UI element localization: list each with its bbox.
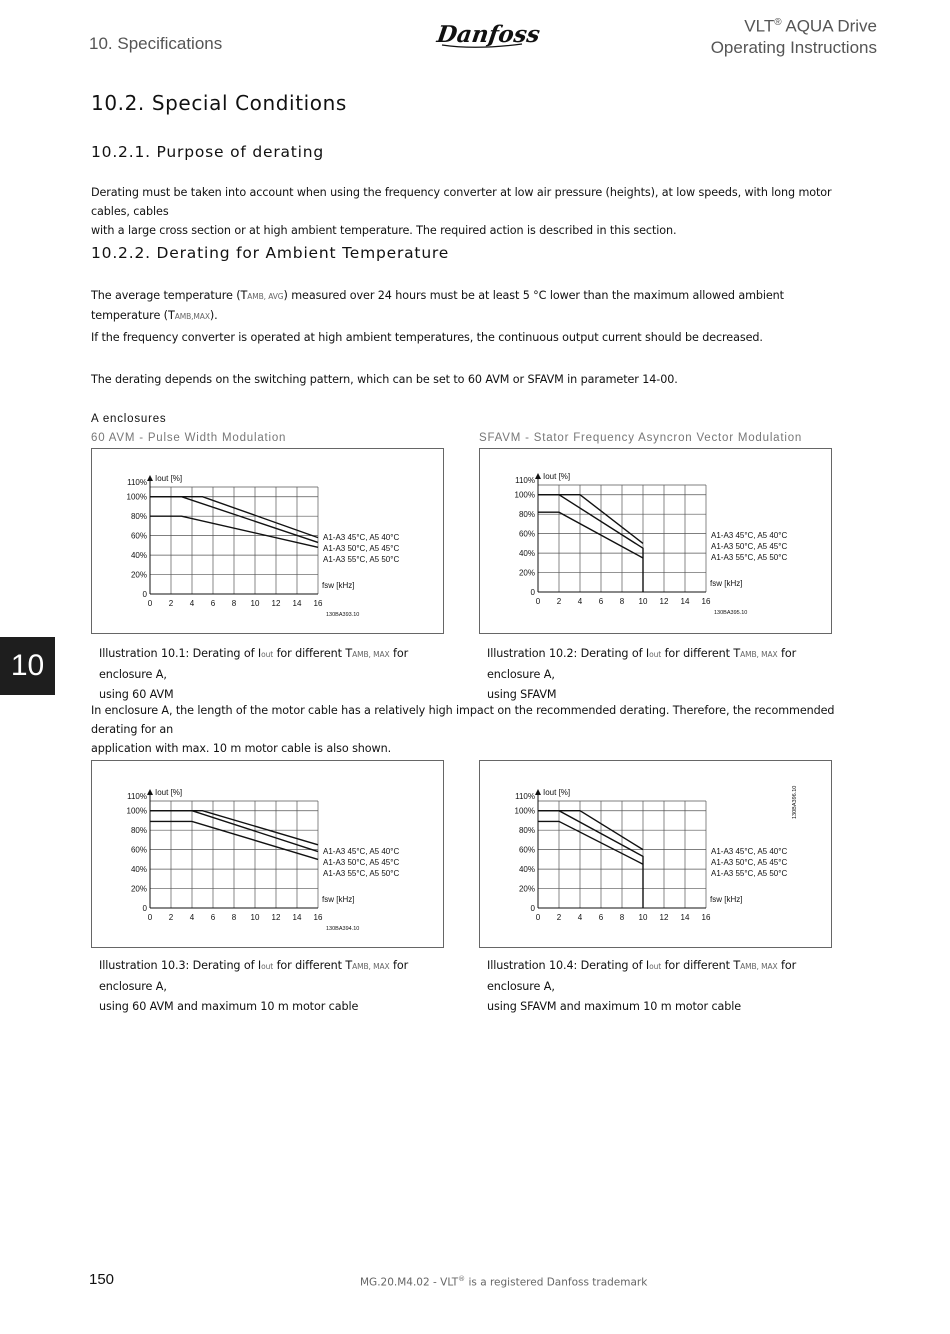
- caption-text: for enclosure A,: [487, 647, 797, 681]
- x-tick-label: 6: [210, 913, 216, 922]
- caption-text: for different T: [661, 959, 741, 972]
- caption-sub: out: [261, 962, 274, 971]
- x-tick-label: 8: [619, 597, 625, 606]
- y-axis-label: Iout [%]: [155, 474, 183, 483]
- page-number: 150: [89, 1271, 115, 1288]
- y-tick-label: 40%: [518, 865, 535, 875]
- chart-illustration-10-2: [479, 448, 832, 634]
- figure-code: 130BA394.10: [326, 926, 360, 932]
- caption-sub: AMB, MAX: [352, 962, 390, 971]
- x-tick-label: 6: [210, 599, 216, 608]
- y-tick-label: 100%: [126, 492, 147, 502]
- right-column-heading: SFAVM - Stator Frequency Asyncron Vector Modulation: [479, 432, 803, 444]
- x-tick-label: 10: [250, 913, 260, 922]
- legend-entry: A1-A3 45°C, A5 40°C: [711, 531, 788, 540]
- enclosures-label: A enclosures: [91, 413, 167, 425]
- caption-sub: AMB, MAX: [740, 962, 778, 971]
- x-axis-label: fsw [kHz]: [322, 895, 355, 904]
- footer-note: [360, 1275, 647, 1289]
- x-tick-label: 14: [292, 913, 302, 922]
- x-axis-label: fsw [kHz]: [710, 895, 743, 904]
- y-tick-label: 60%: [518, 845, 535, 855]
- doc-type: Operating Instructions: [710, 37, 877, 57]
- chart-illustration-10-3: [91, 760, 444, 948]
- y-tick-label: 40%: [518, 549, 535, 559]
- y-tick-label: 110%: [127, 478, 147, 487]
- x-axis-label: fsw [kHz]: [322, 581, 355, 590]
- caption-text: for different T: [273, 959, 353, 972]
- caption-10-3: [99, 956, 449, 1017]
- p1-text-c: ).: [209, 309, 218, 322]
- svg-text:Danfoss: Danfoss: [435, 21, 542, 48]
- chart-illustration-10-1: [91, 448, 444, 634]
- x-tick-label: 10: [638, 913, 648, 922]
- x-tick-label: 16: [313, 599, 323, 608]
- ambient-paragraph-1: [91, 286, 851, 326]
- subsection-title-purpose: 10.2.1. Purpose of derating: [91, 143, 325, 161]
- x-tick-label: 2: [168, 913, 174, 922]
- caption-text: Illustration 10.4: Derating of I: [487, 959, 650, 972]
- caption-sub: out: [649, 962, 662, 971]
- y-tick-label: 20%: [130, 884, 147, 894]
- x-tick-label: 14: [292, 599, 302, 608]
- y-axis-arrow: [535, 473, 541, 479]
- caption-line-2: using SFAVM: [487, 688, 557, 701]
- footer-note-a: MG.20.M4.02 - VLT: [360, 1276, 459, 1289]
- legend-entry: A1-A3 50°C, A5 45°C: [323, 544, 400, 553]
- y-tick-label: 60%: [130, 845, 147, 855]
- motor-cable-line-2: application with max. 10 m motor cable is also shown.: [91, 742, 392, 755]
- legend-entry: A1-A3 50°C, A5 45°C: [711, 858, 788, 867]
- y-tick-label: 110%: [515, 476, 535, 485]
- header-section: 10. Specifications: [89, 34, 223, 53]
- y-tick-label: 20%: [518, 884, 535, 894]
- caption-sub: AMB, MAX: [740, 650, 778, 659]
- legend-entry: A1-A3 55°C, A5 50°C: [711, 869, 788, 878]
- chart-svg-10-3: [92, 761, 443, 947]
- x-tick-label: 12: [271, 913, 281, 922]
- legend-entry: A1-A3 55°C, A5 50°C: [323, 869, 400, 878]
- purpose-line-2: with a large cross section or at high ambient temperature. The required action is described in this section.: [91, 224, 677, 237]
- y-tick-label: 100%: [514, 806, 535, 816]
- y-tick-label: 0: [530, 904, 535, 913]
- x-tick-label: 16: [701, 913, 711, 922]
- y-tick-label: 0: [142, 590, 147, 599]
- x-tick-label: 10: [250, 599, 260, 608]
- x-tick-label: 4: [577, 913, 583, 922]
- y-tick-label: 60%: [130, 531, 147, 541]
- y-axis-label: Iout [%]: [155, 788, 183, 797]
- p1-sub-2: AMB,MAX: [174, 312, 210, 321]
- y-tick-label: 100%: [514, 490, 535, 500]
- x-tick-label: 12: [271, 599, 281, 608]
- y-tick-label: 80%: [518, 510, 535, 520]
- caption-sub: out: [261, 650, 274, 659]
- y-axis-arrow: [535, 789, 541, 795]
- caption-text: for enclosure A,: [99, 647, 409, 681]
- y-axis-label: Iout [%]: [543, 788, 571, 797]
- x-tick-label: 16: [701, 597, 711, 606]
- x-tick-label: 6: [598, 597, 604, 606]
- legend-entry: A1-A3 55°C, A5 50°C: [711, 553, 788, 562]
- danfoss-logo: [435, 14, 542, 54]
- chart-illustration-10-4: [479, 760, 832, 948]
- x-tick-label: 4: [189, 913, 195, 922]
- product-name: VLT: [744, 16, 775, 36]
- x-tick-label: 0: [535, 597, 541, 606]
- x-tick-label: 6: [598, 913, 604, 922]
- footer-note-b: is a registered Danfoss trademark: [465, 1276, 648, 1289]
- legend-entry: A1-A3 50°C, A5 45°C: [711, 542, 788, 551]
- purpose-paragraph: [91, 183, 851, 240]
- x-tick-label: 8: [231, 913, 237, 922]
- y-tick-label: 110%: [127, 792, 147, 801]
- x-axis-label: fsw [kHz]: [710, 579, 743, 588]
- x-tick-label: 2: [556, 913, 562, 922]
- x-tick-label: 8: [231, 599, 237, 608]
- subsection-title-ambient: 10.2.2. Derating for Ambient Temperature: [91, 244, 450, 262]
- caption-text: Illustration 10.2: Derating of I: [487, 647, 650, 660]
- y-tick-label: 0: [530, 588, 535, 597]
- caption-line-2: using SFAVM and maximum 10 m motor cable: [487, 1000, 742, 1013]
- y-tick-label: 40%: [130, 551, 147, 561]
- chapter-tab: 10: [0, 637, 55, 695]
- caption-line-2: using 60 AVM: [99, 688, 174, 701]
- x-tick-label: 0: [147, 913, 153, 922]
- series-line: [538, 811, 643, 908]
- p1-sub-1: AMB, AVG: [247, 292, 284, 301]
- legend-entry: A1-A3 55°C, A5 50°C: [323, 555, 400, 564]
- p1-text-b: ) measured over 24 hours must be at least 5 °C lower than the maximum allowed ambient temperature (T: [91, 289, 784, 322]
- caption-sub: out: [649, 650, 662, 659]
- caption-text: for enclosure A,: [487, 959, 797, 993]
- y-tick-label: 20%: [130, 570, 147, 580]
- figure-code: 130BA395.10: [714, 610, 748, 616]
- legend-entry: A1-A3 45°C, A5 40°C: [323, 533, 400, 542]
- y-tick-label: 100%: [126, 806, 147, 816]
- caption-10-1: [99, 644, 449, 705]
- x-tick-label: 12: [659, 913, 669, 922]
- y-tick-label: 80%: [518, 826, 535, 836]
- caption-sub: AMB, MAX: [352, 650, 390, 659]
- y-tick-label: 110%: [515, 792, 535, 801]
- motor-cable-paragraph: [91, 701, 851, 758]
- legend-entry: A1-A3 45°C, A5 40°C: [711, 847, 788, 856]
- series-line: [538, 512, 643, 558]
- x-tick-label: 14: [680, 913, 690, 922]
- chart-svg-10-2: [480, 449, 831, 633]
- series-line: [538, 495, 643, 544]
- y-axis-label: Iout [%]: [543, 472, 571, 481]
- x-tick-label: 16: [313, 913, 323, 922]
- caption-10-2: [487, 644, 837, 705]
- chart-svg-10-1: [92, 449, 443, 633]
- y-tick-label: 80%: [130, 512, 147, 522]
- section-title: 10.2. Special Conditions: [91, 91, 347, 115]
- series-line: [538, 495, 643, 592]
- x-tick-label: 2: [168, 599, 174, 608]
- purpose-line-1: Derating must be taken into account when using the frequency converter at low air pressure (heights), at low speeds, with long motor cables, cables: [91, 186, 832, 218]
- ambient-paragraph-2: If the frequency converter is operated at high ambient temperatures, the continuous output current should be decreased.: [91, 331, 763, 344]
- product-suffix: AQUA Drive: [781, 16, 877, 36]
- caption-line-2: using 60 AVM and maximum 10 m motor cable: [99, 1000, 359, 1013]
- x-tick-label: 0: [535, 913, 541, 922]
- x-tick-label: 8: [619, 913, 625, 922]
- y-tick-label: 80%: [130, 826, 147, 836]
- y-axis-arrow: [147, 475, 153, 481]
- footer-registered-mark: ®: [458, 1275, 466, 1283]
- left-column-heading: 60 AVM - Pulse Width Modulation: [91, 432, 287, 444]
- ambient-paragraph-3: The derating depends on the switching pattern, which can be set to 60 AVM or SFAVM in parameter 14-00.: [91, 373, 678, 386]
- caption-10-4: [487, 956, 837, 1017]
- x-tick-label: 4: [189, 599, 195, 608]
- product-registered-mark: ®: [774, 17, 782, 28]
- caption-text: for enclosure A,: [99, 959, 409, 993]
- legend-entry: A1-A3 45°C, A5 40°C: [323, 847, 400, 856]
- x-tick-label: 10: [638, 597, 648, 606]
- y-tick-label: 20%: [518, 568, 535, 578]
- figure-code: 130BA396.10: [792, 785, 798, 819]
- p1-text-a: The average temperature (T: [91, 289, 248, 302]
- x-tick-label: 14: [680, 597, 690, 606]
- x-tick-label: 4: [577, 597, 583, 606]
- y-axis-arrow: [147, 789, 153, 795]
- caption-text: Illustration 10.3: Derating of I: [99, 959, 262, 972]
- y-tick-label: 0: [142, 904, 147, 913]
- y-tick-label: 60%: [518, 529, 535, 539]
- x-tick-label: 0: [147, 599, 153, 608]
- x-tick-label: 12: [659, 597, 669, 606]
- caption-text: for different T: [661, 647, 741, 660]
- figure-code: 130BA393.10: [326, 612, 360, 618]
- y-tick-label: 40%: [130, 865, 147, 875]
- caption-text: for different T: [273, 647, 353, 660]
- header-product: [711, 12, 877, 58]
- legend-entry: A1-A3 50°C, A5 45°C: [323, 858, 400, 867]
- chart-svg-10-4: [480, 761, 831, 947]
- motor-cable-line-1: In enclosure A, the length of the motor cable has a relatively high impact on the recommended derating. Therefore, the recommended derating for an: [91, 704, 835, 736]
- caption-text: Illustration 10.1: Derating of I: [99, 647, 262, 660]
- x-tick-label: 2: [556, 597, 562, 606]
